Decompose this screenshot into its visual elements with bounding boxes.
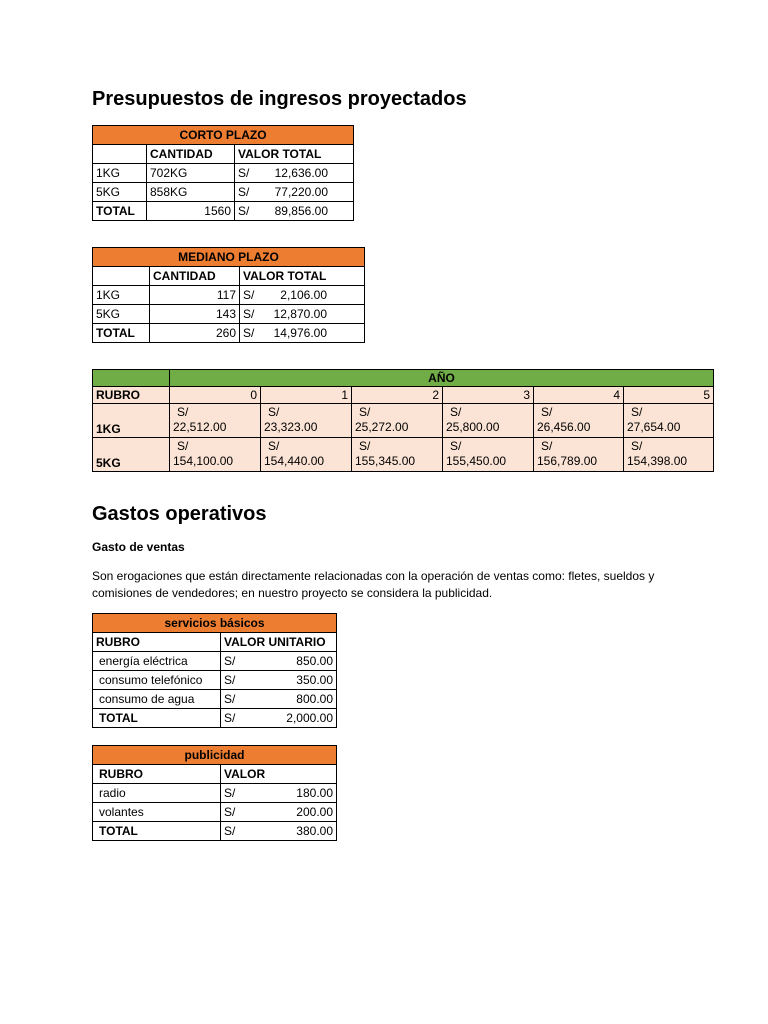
- value-cell: S/ 156,789.00: [534, 438, 624, 472]
- table-row: [93, 438, 714, 472]
- table-row: [93, 709, 337, 728]
- amount: 12,870.00: [273, 307, 327, 321]
- currency: S/: [243, 326, 255, 340]
- publicidad-table: [92, 745, 337, 841]
- year-4: 4: [534, 387, 624, 404]
- valor-cell: [240, 286, 365, 305]
- publicidad-header: publicidad: [93, 746, 337, 765]
- rubro-cell: TOTAL: [93, 822, 221, 841]
- amount: 350.00: [296, 673, 333, 687]
- valor-cell: [221, 803, 337, 822]
- currency: S/: [238, 185, 250, 199]
- col-cantidad: CANTIDAD: [150, 267, 240, 286]
- cantidad-cell: 260: [150, 324, 240, 343]
- table-row: [93, 404, 714, 438]
- amount: 850.00: [296, 654, 333, 668]
- value-cell: S/ 155,450.00: [443, 438, 534, 472]
- col-cantidad: CANTIDAD: [147, 145, 235, 164]
- currency: S/: [224, 673, 236, 687]
- servicios-table: [92, 613, 337, 728]
- col-valor-unitario: VALOR UNITARIO: [221, 633, 337, 652]
- amount: 180.00: [296, 786, 333, 800]
- valor-cell: [235, 183, 354, 202]
- rubro-cell: 1KG: [93, 404, 170, 438]
- amount: 2,000.00: [286, 711, 333, 725]
- valor-cell: [235, 202, 354, 221]
- rubro-cell: 5KG: [93, 305, 150, 324]
- currency: S/: [243, 288, 255, 302]
- col-valor-total: VALOR TOTAL: [240, 267, 365, 286]
- col-rubro: RUBRO: [93, 633, 221, 652]
- valor-cell: [221, 652, 337, 671]
- rubro-label: RUBRO: [93, 387, 170, 404]
- amount: 800.00: [296, 692, 333, 706]
- value-cell: S/ 23,323.00: [261, 404, 352, 438]
- year-5: 5: [624, 387, 714, 404]
- table-row: [93, 652, 337, 671]
- cantidad-cell: 143: [150, 305, 240, 324]
- rubro-cell: 5KG: [93, 183, 147, 202]
- anio-header: AÑO: [170, 370, 714, 387]
- amount: 2,106.00: [280, 288, 327, 302]
- currency: S/: [243, 307, 255, 321]
- corto-plazo-table: [92, 125, 354, 221]
- value-cell: S/ 154,100.00: [170, 438, 261, 472]
- table-row: [93, 305, 365, 324]
- anio-table: [92, 369, 714, 472]
- empty-cell: [93, 267, 150, 286]
- amount: 380.00: [296, 824, 333, 838]
- table-row: [93, 164, 354, 183]
- value-cell: S/ 27,654.00: [624, 404, 714, 438]
- cantidad-cell: 1560: [147, 202, 235, 221]
- currency: S/: [224, 711, 236, 725]
- amount: 14,976.00: [273, 326, 327, 340]
- page-title: Presupuestos de ingresos proyectados: [92, 88, 467, 110]
- valor-cell: [240, 305, 365, 324]
- table-row: [93, 784, 337, 803]
- value-cell: S/ 22,512.00: [170, 404, 261, 438]
- currency: S/: [224, 805, 236, 819]
- currency: S/: [224, 824, 236, 838]
- empty-cell: [93, 370, 170, 387]
- currency: S/: [238, 166, 250, 180]
- valor-cell: [221, 784, 337, 803]
- year-3: 3: [443, 387, 534, 404]
- description-paragraph: Son erogaciones que están directamente relacionadas con la operación de ventas como: fletes, sueldos y comisiones de vendedores; en nuestro proyecto se considera la publicidad.: [92, 569, 655, 600]
- amount: 77,220.00: [274, 185, 328, 199]
- rubro-cell: 5KG: [93, 438, 170, 472]
- table-row: [93, 183, 354, 202]
- table-row: [93, 671, 337, 690]
- amount: 200.00: [296, 805, 333, 819]
- col-valor: VALOR: [221, 765, 337, 784]
- amount: 89,856.00: [274, 204, 328, 218]
- section-title: Gastos operativos: [92, 503, 267, 525]
- value-cell: S/ 154,398.00: [624, 438, 714, 472]
- mediano-plazo-table: [92, 247, 365, 343]
- rubro-cell: 1KG: [93, 164, 147, 183]
- subsection-title: Gasto de ventas: [92, 540, 185, 554]
- value-cell: S/ 155,345.00: [352, 438, 443, 472]
- value-cell: S/ 25,272.00: [352, 404, 443, 438]
- valor-cell: [221, 671, 337, 690]
- table-row: [93, 803, 337, 822]
- currency: S/: [224, 692, 236, 706]
- table-row: [93, 202, 354, 221]
- year-0: 0: [170, 387, 261, 404]
- table-row: [93, 286, 365, 305]
- currency: S/: [224, 786, 236, 800]
- year-2: 2: [352, 387, 443, 404]
- empty-cell: [93, 145, 147, 164]
- rubro-cell: volantes: [93, 803, 221, 822]
- rubro-cell: radio: [93, 784, 221, 803]
- table-row: [93, 324, 365, 343]
- cantidad-cell: 858KG: [147, 183, 235, 202]
- value-cell: S/ 26,456.00: [534, 404, 624, 438]
- col-valor-total: VALOR TOTAL: [235, 145, 354, 164]
- rubro-cell: consumo telefónico: [93, 671, 221, 690]
- currency: S/: [224, 654, 236, 668]
- rubro-cell: TOTAL: [93, 202, 147, 221]
- mediano-plazo-header: MEDIANO PLAZO: [93, 248, 365, 267]
- year-1: 1: [261, 387, 352, 404]
- value-cell: S/ 154,440.00: [261, 438, 352, 472]
- table-row: [93, 690, 337, 709]
- valor-cell: [221, 709, 337, 728]
- rubro-cell: 1KG: [93, 286, 150, 305]
- valor-cell: [240, 324, 365, 343]
- rubro-cell: energía eléctrica: [93, 652, 221, 671]
- col-rubro: RUBRO: [93, 765, 221, 784]
- table-row: [93, 822, 337, 841]
- currency: S/: [238, 204, 250, 218]
- corto-plazo-header: CORTO PLAZO: [93, 126, 354, 145]
- valor-cell: [235, 164, 354, 183]
- servicios-header: servicios básicos: [93, 614, 337, 633]
- valor-cell: [221, 690, 337, 709]
- valor-cell: [221, 822, 337, 841]
- rubro-cell: TOTAL: [93, 709, 221, 728]
- cantidad-cell: 702KG: [147, 164, 235, 183]
- amount: 12,636.00: [274, 166, 328, 180]
- cantidad-cell: 117: [150, 286, 240, 305]
- value-cell: S/ 25,800.00: [443, 404, 534, 438]
- rubro-cell: TOTAL: [93, 324, 150, 343]
- rubro-cell: consumo de agua: [93, 690, 221, 709]
